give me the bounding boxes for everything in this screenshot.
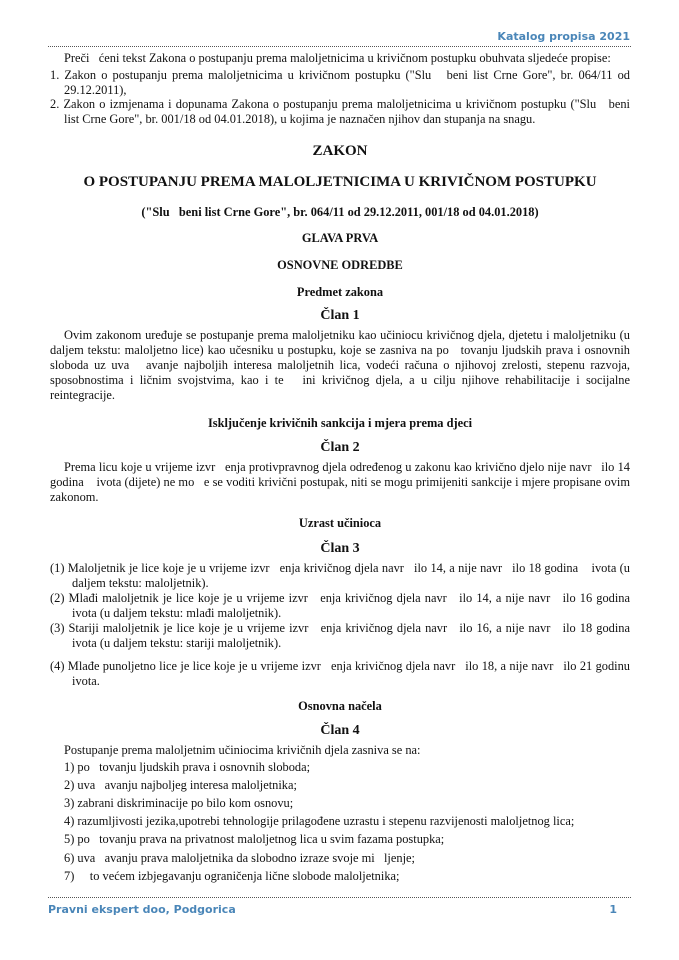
art4-item: 5) po tovanju prava na privatnost maloljetnog lica u svim fazama postupka; xyxy=(64,832,445,846)
footer-rule xyxy=(48,897,631,898)
intro-item: 2. Zakon o izmjenama i dopunama Zakona o postupanju prema maloljetnicima u krivičnom postupku ("Slu beni list Crne Gore", br. 001/18 od 04.01.2018), u kojima je naznačen njihov dan stupanja na snagu. xyxy=(50,97,634,126)
page-number: 1 xyxy=(609,903,617,916)
art4-item: 3) zabrani diskriminacije po bilo kom osnovu; xyxy=(64,796,294,810)
art4-intro: Postupanje prema maloljetnim učiniocima krivičnih djela zasniva se na: xyxy=(64,743,421,757)
header-catalog: Katalog propisa 2021 xyxy=(497,30,630,43)
art3-item: (2) Mlađi maloljetnik je lice koje je u vrijeme izvr enja krivičnog djela navr ilo 14, a nije navr ilo 16 godina ivota (u daljem tekstu: mlađi maloljetnik). xyxy=(50,591,643,620)
art4-item: 1) po tovanju ljudskih prava i osnovnih sloboda; xyxy=(64,760,311,774)
law-title: O POSTUPANJU PREMA MALOLJETNICIMA U KRIVIČNOM POSTUPKU xyxy=(83,174,597,190)
art4-item: 4) razumljivosti jezika,upotrebi tehnologije prilagođene uzrastu i stepenu razvijenosti maloljetnog lica; xyxy=(64,814,575,828)
art3-item: (3) Stariji maloljetnik je lice koje je u vrijeme izvr enja krivičnog djela navr ilo 16, a nije navr ilo 18 godina ivota (u daljem tekstu: stariji maloljetnik). xyxy=(50,621,643,650)
art4-label: Član 4 xyxy=(320,723,360,738)
intro-text: Preči ćeni tekst Zakona o postupanju prema maloljetnicima u krivičnom postupku obuhvata sljedeće propise: xyxy=(64,51,611,65)
law-zakon: ZAKON xyxy=(312,143,368,159)
art3-item: (4) Mlađe punoljetno lice je lice koje je u vrijeme izvr enja krivičnog djela navr ilo 18, a nije navr ilo 21 godinu ivota. xyxy=(50,659,643,688)
art2-label: Član 2 xyxy=(320,440,360,455)
art2-heading: Isključenje krivičnih sankcija i mjera prema djeci xyxy=(207,416,473,430)
art2-text: Prema licu koje u vrijeme izvr enja protivpravnog djela određenog u zakonu kao krivično djelo nije navr ilo 14 godina ivota (dijete) ne mo e se voditi krivični postupak, niti se mogu primijeniti sankcije i mjere propisane ovim zakonom. xyxy=(50,460,634,504)
art4-item: 2) uva avanju najboljeg interesa maloljetnika; xyxy=(64,778,297,792)
art3-item: (1) Maloljetnik je lice koje je u vrijeme izvr enja krivičnog djela navr ilo 14, a nije navr ilo 18 godina ivota (u daljem tekstu: maloljetnik). xyxy=(50,561,634,590)
art1-label: Član 1 xyxy=(320,308,360,323)
art3-heading: Uzrast učinioca xyxy=(298,516,382,530)
intro-item: 1. Zakon o postupanju prema maloljetnicima u krivičnom postupku ("Slu beni list Crne Gore", br. 064/11 od 29.12.2011), xyxy=(50,68,634,97)
art1-text: Ovim zakonom uređuje se postupanje prema maloljetniku kao učiniocu krivičnog djela, djetetu i maloljetniku (u daljem tekstu: maloljetno lice) kao učesniku u postupku, koje se zasniva na po tovanju ljudskih prava i osnovnih sloboda uz uva avanje najboljih interesa maloljetnih lica, vodeći računa o njihovoj zrelosti, stepenu razvoja, sposobnostima i ličnim svojstvima, kao i te ini krivičnog djela, a u cilju njihove rehabilitacije i socijalne reintegracije. xyxy=(50,328,634,402)
art3-label: Član 3 xyxy=(320,541,360,556)
footer-company: Pravni ekspert doo, Podgorica xyxy=(48,903,236,916)
art4-heading: Osnovna načela xyxy=(298,699,382,713)
art4-item: 6) uva avanju prava maloljetnika da slobodno izraze svoje mi ljenje; xyxy=(64,851,415,865)
header-rule xyxy=(48,46,631,47)
art1-heading: Predmet zakona xyxy=(296,285,384,299)
chapter: GLAVA PRVA xyxy=(301,231,379,245)
art4-item: 7) to većem izbjegavanju ograničenja lične slobode maloljetnika; xyxy=(64,869,400,883)
law-gazette: ("Slu beni list Crne Gore", br. 064/11 od 29.12.2011, 001/18 od 04.01.2018) xyxy=(141,205,539,219)
chapter-title: OSNOVNE ODREDBE xyxy=(277,258,403,272)
